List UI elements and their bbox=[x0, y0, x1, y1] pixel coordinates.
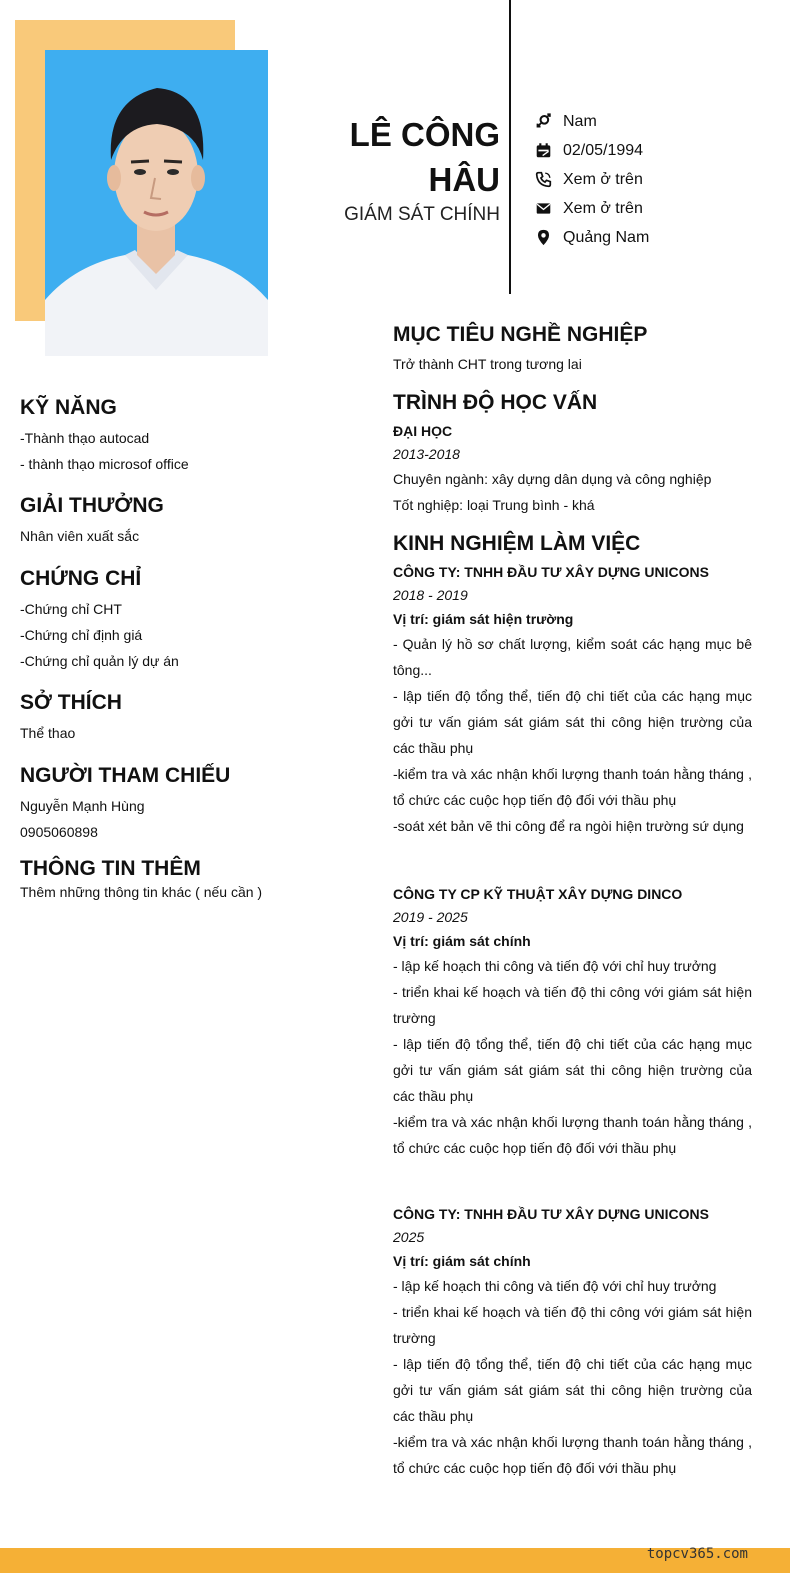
education-period: 2013-2018 bbox=[393, 446, 460, 462]
job-duty: - lập kế hoạch thi công và tiến độ với chỉ huy trưởng bbox=[393, 1278, 717, 1294]
reference-phone: 0905060898 bbox=[20, 824, 98, 840]
certificates-heading: CHỨNG CHỈ bbox=[20, 567, 142, 590]
contact-list bbox=[534, 107, 649, 252]
job-period: 2019 - 2025 bbox=[393, 909, 468, 925]
full-name-line1: LÊ CÔNG bbox=[349, 116, 500, 153]
objective-heading: MỤC TIÊU NGHỀ NGHIỆP bbox=[393, 323, 648, 346]
contact-email bbox=[534, 194, 649, 223]
job-duty: -kiểm tra và xác nhận khối lượng thanh toán hằng tháng , tổ chức các cuộc họp tiến độ đối với thầu phụ bbox=[393, 1114, 752, 1156]
job-duty: - lập kế hoạch thi công và tiến độ với chỉ huy trưởng bbox=[393, 958, 717, 974]
experience-section bbox=[393, 530, 752, 839]
profile-photo bbox=[45, 50, 268, 356]
job-entry bbox=[393, 560, 752, 839]
job-duty: - lập tiến độ tổng thể, tiến độ chi tiết của các hạng mục gởi tư vấn giám sát giám sát thi công hiện trường của các thầu phụ bbox=[393, 1036, 752, 1104]
contact-email-value: Xem ở trên bbox=[563, 199, 643, 217]
job-duty: - Quản lý hồ sơ chất lượng, kiểm soát các hạng mục bê tông... bbox=[393, 636, 752, 678]
contact-gender bbox=[534, 107, 649, 136]
calendar-icon bbox=[534, 142, 552, 160]
job-title: GIÁM SÁT CHÍNH bbox=[344, 204, 500, 225]
job-position: Vị trí: giám sát chính bbox=[393, 1253, 531, 1269]
job-entry bbox=[393, 1202, 752, 1481]
education-heading: TRÌNH ĐỘ HỌC VẤN bbox=[393, 391, 598, 414]
job-entry bbox=[393, 882, 752, 1161]
job-period: 2018 - 2019 bbox=[393, 587, 468, 603]
job-company: CÔNG TY: TNHH ĐẦU TƯ XÂY DỰNG UNICONS bbox=[393, 1206, 709, 1222]
references-heading: NGƯỜI THAM CHIẾU bbox=[20, 764, 231, 787]
job-duty: - lập tiến độ tổng thể, tiến độ chi tiết của các hạng mục gởi tư vấn giám sát giám sát thi công hiện trường của các thầu phụ bbox=[393, 1356, 752, 1424]
award-item: Nhân viên xuất sắc bbox=[20, 528, 140, 544]
education-school: ĐẠI HỌC bbox=[393, 423, 453, 439]
gender-icon bbox=[534, 113, 552, 131]
job-duty: -kiểm tra và xác nhận khối lượng thanh toán hằng tháng , tổ chức các cuộc họp tiến độ đối với thầu phụ bbox=[393, 766, 752, 808]
extra-info-heading: THÔNG TIN THÊM bbox=[20, 857, 201, 880]
awards-section bbox=[20, 492, 350, 549]
job-period: 2025 bbox=[393, 1229, 425, 1245]
skill-item: - thành thạo microsof office bbox=[20, 456, 189, 472]
awards-heading: GIẢI THƯỞNG bbox=[20, 494, 164, 517]
contact-gender-value: Nam bbox=[563, 112, 597, 130]
extra-info-text: Thêm những thông tin khác ( nếu cần ) bbox=[20, 884, 263, 900]
skills-section bbox=[20, 394, 350, 477]
contact-location-value: Quảng Nam bbox=[563, 228, 650, 246]
job-duty: - triển khai kế hoạch và tiến độ thi công với giám sát hiện trường bbox=[393, 1304, 752, 1346]
education-section bbox=[393, 389, 752, 518]
extra-info-section bbox=[20, 855, 350, 903]
education-major: Chuyên ngành: xây dựng dân dụng và công nghiệp bbox=[393, 471, 712, 487]
contact-phone bbox=[534, 165, 649, 194]
contact-birthday bbox=[534, 136, 649, 165]
education-graduation: Tốt nghiệp: loại Trung bình - khá bbox=[393, 497, 595, 513]
hobbies-heading: SỞ THÍCH bbox=[20, 691, 122, 714]
contact-phone-value: Xem ở trên bbox=[563, 170, 643, 188]
contact-birthday-value: 02/05/1994 bbox=[563, 141, 644, 159]
skills-heading: KỸ NĂNG bbox=[20, 396, 117, 419]
objective-text: Trở thành CHT trong tương lai bbox=[393, 356, 582, 372]
certificate-item: -Chứng chỉ quản lý dự án bbox=[20, 653, 179, 669]
experience-heading: KINH NGHIỆM LÀM VIỆC bbox=[393, 532, 641, 555]
references-section bbox=[20, 762, 350, 845]
name-block bbox=[300, 112, 500, 228]
job-company: CÔNG TY CP KỸ THUẬT XÂY DỰNG DINCO bbox=[393, 886, 683, 902]
job-duty: -kiểm tra và xác nhận khối lượng thanh toán hằng tháng , tổ chức các cuộc họp tiến độ đối với thầu phụ bbox=[393, 1434, 752, 1476]
objective-section bbox=[393, 321, 752, 377]
job-duty: - lập tiến độ tổng thể, tiến độ chi tiết của các hạng mục gởi tư vấn giám sát giám sát thi công hiện trường của các thầu phụ bbox=[393, 688, 752, 756]
hobbies-section bbox=[20, 689, 350, 746]
certificate-item: -Chứng chỉ CHT bbox=[20, 601, 122, 617]
location-icon bbox=[534, 229, 552, 247]
job-position: Vị trí: giám sát chính bbox=[393, 933, 531, 949]
job-duty: - triển khai kế hoạch và tiến độ thi công với giám sát hiện trường bbox=[393, 984, 752, 1026]
certificates-section bbox=[20, 565, 350, 674]
job-position: Vị trí: giám sát hiện trường bbox=[393, 611, 574, 627]
certificate-item: -Chứng chỉ định giá bbox=[20, 627, 143, 643]
contact-location bbox=[534, 223, 649, 252]
skill-item: -Thành thạo autocad bbox=[20, 430, 150, 446]
job-company: CÔNG TY: TNHH ĐẦU TƯ XÂY DỰNG UNICONS bbox=[393, 564, 709, 580]
footer-brand: topcv365.com bbox=[646, 1546, 748, 1562]
full-name-line2: HÂU bbox=[428, 161, 500, 198]
reference-name: Nguyễn Mạnh Hùng bbox=[20, 798, 145, 814]
hobby-item: Thể thao bbox=[20, 725, 76, 741]
email-icon bbox=[534, 200, 552, 218]
job-duty: -soát xét bản vẽ thi công để ra ngòi hiện trường sứ dụng bbox=[393, 818, 744, 834]
header-divider bbox=[509, 0, 511, 294]
phone-icon bbox=[534, 171, 552, 189]
